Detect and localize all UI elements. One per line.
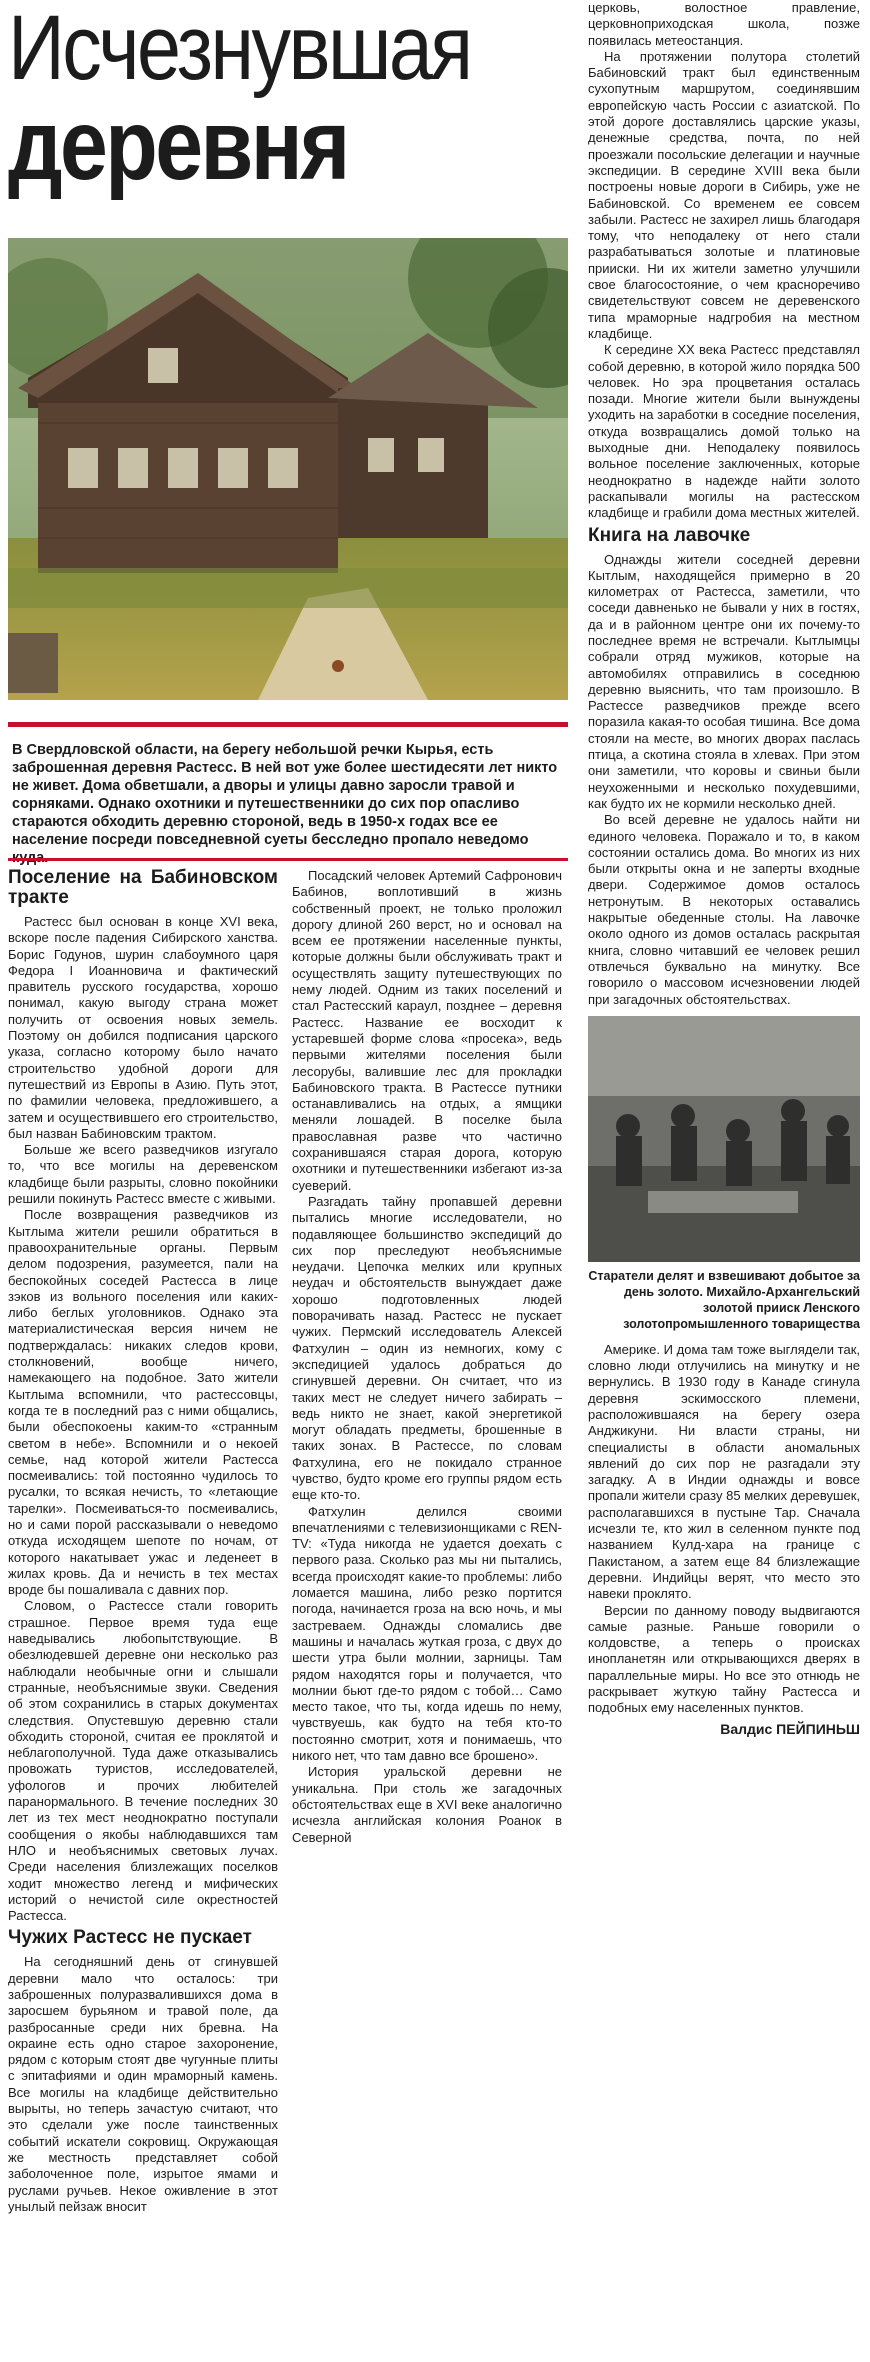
headline-line-1: Исчезнувшая xyxy=(8,0,471,99)
section-heading: Книга на лавочке xyxy=(588,524,751,546)
column-3 xyxy=(588,0,860,1737)
headline xyxy=(8,0,568,201)
section-heading: Поселение на Бабиновском тракте xyxy=(8,867,278,908)
author-byline: Валдис ПЕЙПИНЬШ xyxy=(720,1720,860,1737)
photo-caption: Старатели делят и взвешивают добытое за день золото. Михайло-Архангельский золотой прииск Ленского золотопромышленного товарищества xyxy=(588,1268,860,1331)
paragraph: Разгадать тайну пропавшей деревни пытались многие исследователи, но подавляющее большинство экспедиций до сих пор преследуют необъяснимые неудачи. Цепочка мелких или крупных неудач и обстоятельств вынуждает даже хорошо подготовленных людей поворачивать назад. Растесс не пускает чужих. Пермский исследователь Алексей Фатхулин – один из немногих, кому с экспедицией удалось добраться до сгинувшей деревни. Он считает, что из таких мест не следует ничего забирать – ведь никто не знает, какой энергетикой могут обладать предметы, брошенные в таких зонах. В Растессе, по словам Фатхулина, его не покидало странное чувство, будто кроме его группы рядом есть еще кто-то. xyxy=(292,1193,562,1503)
column-1 xyxy=(8,868,278,2215)
lead-box xyxy=(8,722,568,875)
paragraph: Версии по данному поводу выдвигаются самые разные. Раньше говорили о колдовстве, а теперь о происках инопланетян или открывающихся дверях в параллельные миры. Но все это отнюдь не раскрывает жуткую тайну Растесса и подобных ему населенных пунктов. xyxy=(588,1602,860,1716)
paragraph: Посадский человек Артемий Сафронович Бабинов, воплотивший в жизнь собственный проект, не только проложил дорогу длиной 260 верст, но и основал на всем ее протяжении населенные пункты, которые должны были обслуживать тракт и осуществлять защиту путешествующих по нему людей. Одним из таких поселений и стал Растесский караул, позднее – деревня Растесс. Название ее восходит к устаревшей форме слова «просека», ведь первыми жителями поселения были лесорубы, валившие лес для прокладки Бабиновского тракта. В Растессе путники останавливались на отдых, а ямщики меняли лошадей. В поселке была православная разве что частично сохранившаяся старая дорога, которую охотники и путешественники избегают из-за суеверий. xyxy=(292,868,562,1193)
abandoned-house-photo xyxy=(8,238,568,700)
paragraph: На сегодняшний день от сгинувшей деревни мало что осталось: три заброшенных полуразвалившихся дома в заросшем бурьяном и травой поле, да разбросанные среди них бревна. На окраине есть одно старое захоронение, рядом с которым стоят две чугунные плиты с эпитафиями и один мраморный камень. Все могилы на кладбище действительно вырыты, но теперь зачастую считают, что это сделали уже после таинственных событий искатели сокровищ. Окружающая же местность представляет собой заболоченное поле, изрытое ямами и руслами ручьев. Некое оживление в этот унылый пейзаж вносит xyxy=(8,1954,278,2214)
gold-miners-photo xyxy=(588,1016,860,1262)
headline-line-2: деревня xyxy=(8,89,348,201)
paragraph: Больше же всего разведчиков изгугало то, что все могилы на деревенском кладбище были разрыты, словно покойники решили покинуть Растесс вместе с живыми. xyxy=(8,1142,278,1207)
paragraph: Америке. И дома там тоже выглядели так, словно люди отлучились на минутку и не вернулись. В 1930 году в Канаде сгинула деревня эскимосского племени, расположившаяся на берегу озера Анджикуни. Ни власти страны, ни специалисты в области аномальных явлений до сих пор не разгадали эту загадку. А в Индии однажды и вовсе пропали жители сразу 85 мелких деревушек, располагавшихся в пустыне Тар. Сначала исчезли те, кто жил в селенном пункте под названием Кулд-хара на границе с Пакистаном, а затем еще 84 близлежащие деревни. Индийцы верят, что место это навеки проклято. xyxy=(588,1341,860,1602)
paragraph: История уральской деревни не уникальна. При столь же загадочных обстоятельствах еще в XVI веке аналогично исчезла английская колония Роанок в Северной xyxy=(292,1764,562,1845)
lead-divider xyxy=(8,858,568,861)
paragraph: К середине XX века Растесс представлял собой деревню, в которой жило порядка 500 человек. Но эра процветания осталась позади. Многие жители были вынуждены уходить на заработки в соседние поселения, откуда возвращались домой только на выходные дни. Неподалеку появилось вольное поселение заключенных, которые неоднократно в надежде найти золото раскапывали могилы на растесском кладбище и грабили дома местных жителей. xyxy=(588,342,860,521)
paragraph: На протяжении полутора столетий Бабиновский тракт был единственным сухопутным маршрутом, соединявшим европейскую часть России с азиатской. По этой дороге доставлялись царские указы, денежные средства, почта, по ней проезжали посольские делегации и научные экспедиции. В середине XVIII века были построены новые дороги в Сибирь, уже не Бабиновской. Со временем ее совсем забыли. Растесс не захирел лишь благодаря тому, что неподалеку от него стали разрабатываться золотые и платиновые прииски. Ни их жители заметно улучшили свое благосостояние, о чем красноречиво свидетельствуют совсем не деревенского типа мраморные надгробия на местном кладбище. xyxy=(588,48,860,341)
paragraph: Словом, о Растессе стали говорить страшное. Первое время туда еще наведывались любопытствующие. В обезлюдевшей деревне они несколько раз наблюдали необычные огни и слышали странные, необъяснимые звуки. Сведения об этом сохранились в старых документах следствия. Опустевшую деревню стали обходить стороной, считая ее проклятой и неблагополучной. Туда даже отказывались провожать туристов, исследователей, уфологов и прочих любителей паранормального. В течение последних 30 лет из тех мест неоднократно поступали сообщения о якобы наблюдавшихся там НЛО и необъяснимых световых лучах. Среди населения близлежащих поселков ходит множество легенд и мифических историй о нечистой силе окрестностей Растесса. xyxy=(8,1598,278,1924)
paragraph: церковь, волостное правление, церковноприходская школа, позже появилась метеостанция. xyxy=(588,0,860,48)
paragraph: После возвращения разведчиков из Кытлыма жители решили обратиться в правоохранительные органы. Первым делом подозрения, разумеется, пали на беспокойных соседей Растесса в лице зэков из вольного поселения или каких-либо беглых уголовников. Однако эта материалистическая версия ничем не подтверждалась: никаких следов крови, столкновений, вообще ничего, намекающего на подобное. Зато жители Кытлыма вспомнили, что растессовцы, когда те в последний раз с ними общались, были обеспокоены каким-то «странным светом в небе». Вспомнили и о некоей семье, над которой жители Растесса посмеивались: той постоянно чудилось то русалки, то всякая нечисть, то «летающие тарелки». Посмеиваться-то посмеивались, но и сами порой рассказывали о неведомо откуда исходящем шепоте по ночам, от которого накатывает ужас и леденеет в жилах кровь. Да и нечисть в тех местах вроде бы пошаливала с давних пор. xyxy=(8,1207,278,1598)
paragraph: Фатхулин делился своими впечатлениями с телевизионщиками с REN-TV: «Туда никогда не удается доехать с первого раза. Сколько раз мы ни пытались, всегда происходят какие-то проблемы: либо ломается машина, либо резко портится погода, начинается гроза на всю ночь, и мы застреваем. Однажды сломались две машины и началась жуткая гроза, с двух до шести утра были молнии, зарницы. Там рядом находятся горы и получается, что молнии бьют где-то рядом с тобой… Само место такое, что ты, когда идешь по нему, чувствуешь, как будто на тебя кто-то постоянно смотрит, хотя и понимаешь, что никого нет, что там давно все брошено». xyxy=(292,1503,562,1764)
paragraph: Во всей деревне не удалось найти ни единого человека. Поражало и то, в каком состоянии остались дома. Во многих из них были открыты окна и не заперты входные двери. Содержимое домов осталось нетронутым. В некоторых оставались накрытые обеденные столы. На лавочке около одного из домов осталась раскрытая книга, словно читавший ее человек решил отвлечься буквально на минутку. Все говорило о массовом исчезновении людей при загадочных обстоятельствах. xyxy=(588,812,860,1007)
paragraph: Однажды жители соседней деревни Кытлым, находящейся примерно в 20 километрах от Растесса, заметили, что соседи давненько не бывали у них в гостях, да и в районном центре они их почему-то последнее время не встречали. Кытлымцы собрали отряд мужиков, которые на автомобилях отправились в соседнюю деревню выяснить, что там произошло. В Растессе разведчиков прежде всего поразила какая-то особая тишина. Все дома стояли на месте, во многих дворах паслась птица, а скотина стояла в хлевах. При этом они заметили, что коровы и свиньи были неухоженными и несколько похудевшими, как будто их не кормили несколько дней. xyxy=(588,551,860,811)
section-heading: Чужих Растесс не пускает xyxy=(8,1927,252,1949)
paragraph: Растесс был основан в конце XVI века, вскоре после падения Сибирского ханства. Борис Годунов, шурин слабоумного царя Федора I Иоанновича и фактический правитель русского государства, хорошо понимал, какую выгоду страна может получить от освоения новых земель. Поэтому он добился подписания царского указа, согласно которому было начато строительство удобной дороги для путешествий из Европы в Азию. Путь этот, по фамилии человека, предложившего, а затем и осуществившего его строительство, был назван Бабиновским трактом. xyxy=(8,914,278,1141)
lead-text: В Свердловской области, на берегу небольшой речки Кырья, есть заброшенная деревня Растесс. В ней вот уже более шестидесяти лет никто не живет. Дома обветшали, а дворы и улицы давно заросли травой и сорняками. Однако охотники и путешественники до сих пор опасливо стараются обходить деревню стороной, ведь в 1950-х годах все ее население посреди повседневной суеты бесследно пропало неведомо куда. xyxy=(12,742,558,866)
column-2 xyxy=(292,868,562,1846)
